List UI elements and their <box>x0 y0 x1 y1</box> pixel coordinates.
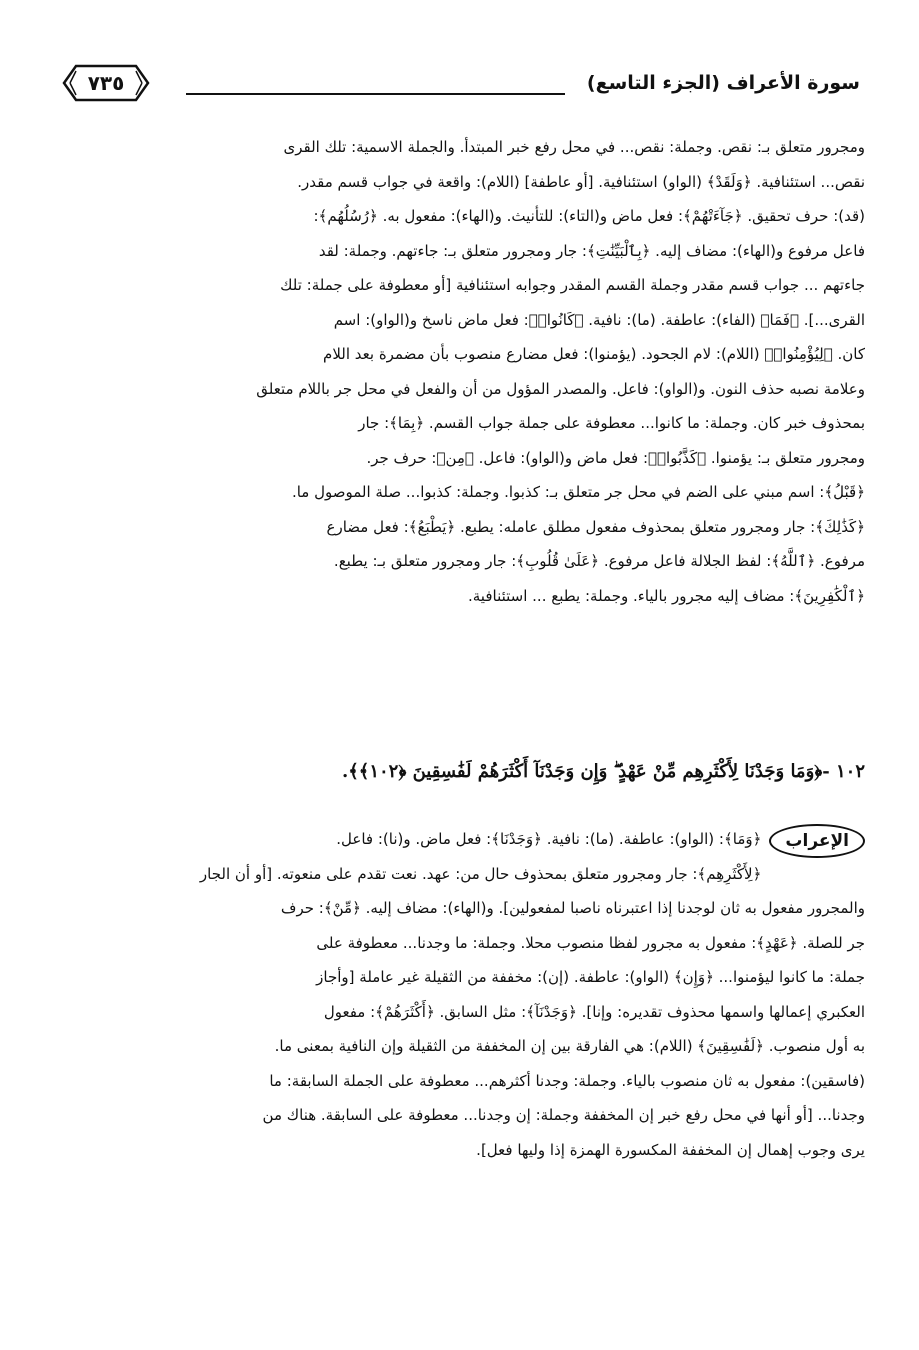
page-number-frame <box>62 63 150 103</box>
running-title: سورة الأعراف (الجزء التاسع) <box>586 72 860 94</box>
text-line: ﴿ٱلْكَٰفِرِينَ﴾: مضاف إليه مجرور بالياء. وجملة: يطبع ... استئنافية. <box>468 586 865 605</box>
quran-verse: ١٠٢ -﴿وَمَا وَجَدْنَا لِأَكْثَرِهِم مِّنْ عَهْدٍ ۖ وَإِن وَجَدْنَآ أَكْثَرَهُمْ لَفَٰسِقِينَ ﴿١٠٢﴾﴾. <box>341 761 865 782</box>
header-rule <box>186 93 565 95</box>
text-line: به أول منصوب. ﴿لَفَٰسِقِينَ﴾ (اللام): هي الفارقة بين إن المخففة من الثقيلة وإن النافية بمعنى ما. <box>274 1037 865 1055</box>
text-line: ﴿وَمَا﴾: (الواو): عاطفة. (ما): نافية. ﴿وَجَدْنَا﴾: فعل ماض. و(نا): فاعل. <box>336 830 762 848</box>
text-line: يرى وجوب إهمال إن المخففة المكسورة الهمزة إذا وليها فعل]. <box>476 1140 865 1159</box>
text-line: فاعل مرفوع و(الهاء): مضاف إليه. ﴿بِٱلْبَيِّنَٰتِ﴾: جار ومجرور متعلق بـ: جاءتهم. وجملة: لقد <box>318 241 865 260</box>
commentary-block-1 <box>57 130 865 613</box>
text-line: (قد): حرف تحقيق. ﴿جَآءَتْهُمْ﴾: فعل ماض و(التاء): للتأنيث. و(الهاء): مفعول به. ﴿رُسُلُهُم﴾: <box>313 207 865 225</box>
page-number: ٧٣٥ <box>87 71 125 95</box>
text-line: وعلامة نصبه حذف النون. و(الواو): فاعل. والمصدر المؤول من أن والفعل في محل جر باللام متعلق <box>256 379 865 398</box>
text-line: ومجرور متعلق بـ: يؤمنوا. ﴿كَذَّبُوا۟﴾: فعل ماض و(الواو): فاعل. ﴿مِن﴾: حرف جر. <box>366 448 865 467</box>
text-line: بمحذوف خبر كان. وجملة: ما كانوا... معطوفة على جملة جواب القسم. ﴿بِمَا﴾: جار <box>358 414 865 432</box>
text-line: جملة: ما كانوا ليؤمنوا... ﴿وَإِن﴾ (الواو): عاطفة. (إن): مخففة من الثقيلة غير عاملة [وأجاز <box>316 968 865 986</box>
irab-label: الإعراب <box>769 824 865 858</box>
commentary-block-2 <box>57 822 865 1167</box>
text-line: مرفوع. ﴿ٱللَّهُ﴾: لفظ الجلالة فاعل مرفوع. ﴿عَلَىٰ قُلُوبِ﴾: جار ومجرور متعلق بـ: يطبع. <box>333 552 865 570</box>
text-line: نقص... استئنافية. ﴿وَلَقَدْ﴾ (الواو) استئنافية. [أو عاطفة] (اللام): واقعة في جواب قسم مقدر. <box>297 172 865 191</box>
text-line: كان. ﴿لِيُؤْمِنُوا۟﴾ (اللام): لام الجحود. (يؤمنوا): فعل مضارع منصوب بأن مضمرة بعد اللام <box>323 345 865 363</box>
text-line: ﴿كَذَٰلِكَ﴾: جار ومجرور متعلق بمحذوف مفعول مطلق عامله: يطبع. ﴿يَطْبَعُ﴾: فعل مضارع <box>326 517 865 536</box>
text-line: ومجرور متعلق بـ: نقص. وجملة: نقص... في محل رفع خبر المبتدأ. والجملة الاسمية: تلك القرى <box>283 138 865 156</box>
text-line: ﴿لِأَكْثَرِهِم﴾: جار ومجرور متعلق بمحذوف حال من: عهد. نعت تقدم على منعوته. [أو أن الجار <box>199 864 762 883</box>
text-line: القرى...]. ﴿فَمَا﴾ (الفاء): عاطفة. (ما): نافية. ﴿كَانُوا۟﴾: فعل ماض ناسخ و(الواو): اسم <box>333 310 865 329</box>
text-line: والمجرور مفعول به ثان لوجدنا إذا اعتبرناه ناصبا لمفعولين]. و(الهاء): مضاف إليه. ﴿مِّنْ﴾: حرف <box>280 899 865 917</box>
text-line: ﴿قَبْلُ﴾: اسم مبني على الضم في محل جر متعلق بـ: كذبوا. وجملة: كذبوا... صلة الموصول ما. <box>291 483 865 501</box>
text-line: العكبري إعمالها واسمها محذوف تقديره: وإنا]. ﴿وَجَدْنَآ﴾: مثل السابق. ﴿أَكْثَرَهُمْ﴾: مفعول <box>323 1002 865 1021</box>
text-line: (فاسقين): مفعول به ثان منصوب بالياء. وجملة: وجدنا أكثرهم... معطوفة على الجملة السابقة: ما <box>269 1071 865 1090</box>
text-line: وجدنا... [أو أنها في محل رفع خبر إن المخففة وجملة: إن وجدنا... معطوفة على السابقة. هناك من <box>262 1106 865 1124</box>
text-line: جر للصلة. ﴿عَهْدٍ﴾: مفعول به مجرور لفظا منصوب محلا. وجملة: ما وجدنا... معطوفة على <box>316 933 865 952</box>
page-header <box>58 58 860 118</box>
text-line: جاءتهم ... جواب قسم مقدر وجملة القسم المقدر وجوابه استئنافية [أو معطوفة على جملة: تلك <box>280 276 865 294</box>
